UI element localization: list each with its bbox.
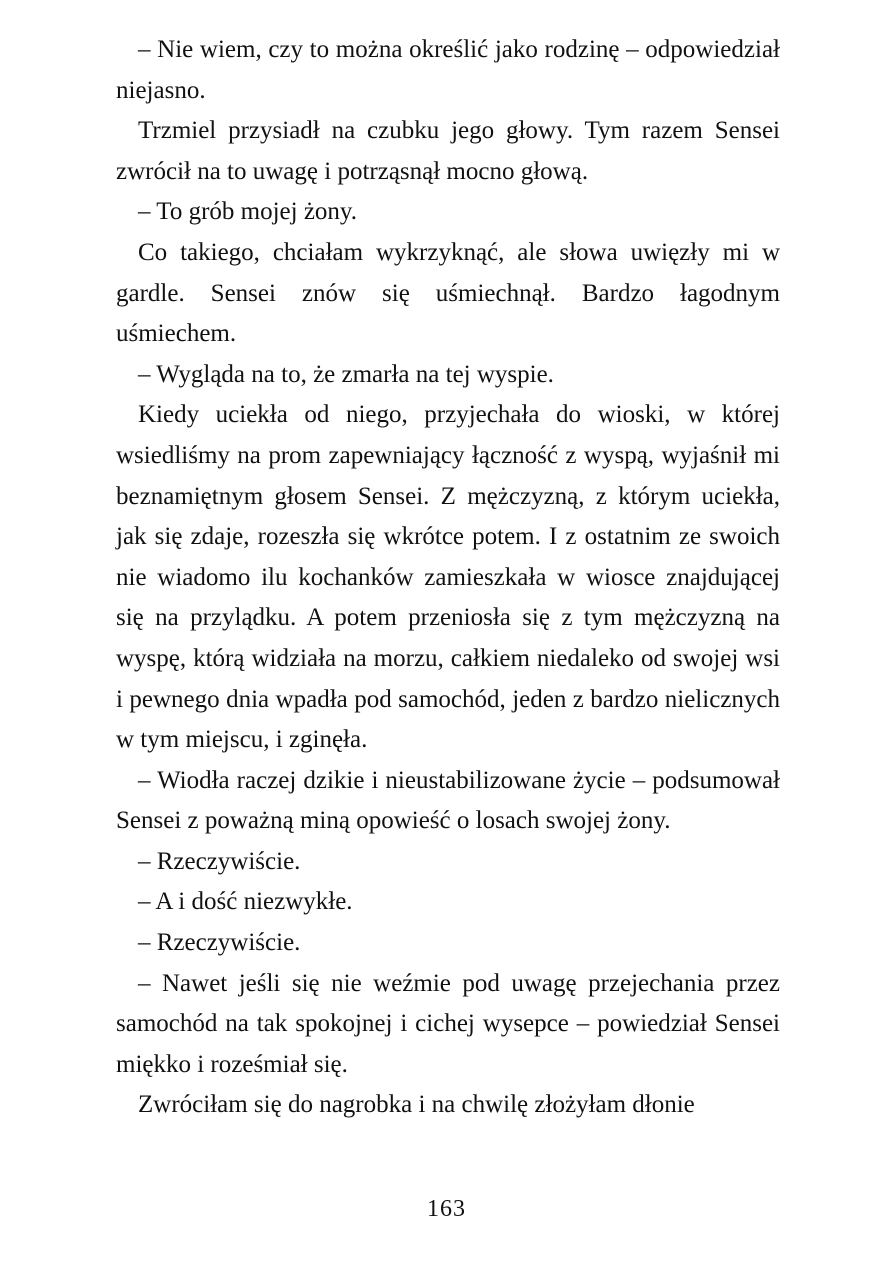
paragraph: – Wiodła raczej dzikie i nieustabilizowane życie – podsumował Sensei z poważną miną opowieść o losach swojej żony. bbox=[116, 766, 780, 835]
paragraph: – To grób mojej żony. bbox=[138, 198, 358, 226]
paragraph: – A i dość niezwykłe. bbox=[138, 888, 353, 916]
paragraph: – Rzeczywiście. bbox=[138, 929, 301, 957]
paragraph: – Rzeczywiście. bbox=[138, 847, 301, 875]
paragraph: – Nawet jeśli się nie weźmie pod uwagę przejechania przez samochód na tak spokojnej i cichej wysepce – powiedział Sensei miękko i roześmiał się. bbox=[116, 969, 780, 1078]
paragraph: – Nie wiem, czy to można określić jako rodzinę – odpowiedział niejasno. bbox=[116, 36, 780, 104]
paragraph: Zwróciłam się do nagrobka i na chwilę złożyłam dłonie bbox=[138, 1091, 695, 1119]
paragraph: Trzmiel przysiadł na czubku jego głowy. Tym razem Sensei zwrócił na to uwagę i potrząsnął mocno głową. bbox=[116, 117, 780, 185]
paragraph: – Wygląda na to, że zmarła na tej wyspie. bbox=[138, 360, 554, 388]
paragraph: Co takiego, chciałam wykrzyknąć, ale słowa uwięzły mi w gardle. Sensei znów się uśmiechnął. Bardzo łagodnym uśmiechem. bbox=[116, 238, 780, 348]
paragraph: Kiedy uciekła od niego, przyjechała do wioski, w której wsiedliśmy na prom zapewniający łączność z wyspą, wyjaśnił mi beznamiętnym głosem Sensei. Z mężczyzną, z którym uciekła, jak się zdaje, rozeszła się wkrótce potem. I z ostatnim ze swoich nie wiadomo ilu kochanków zamieszkała w wiosce znajdującej się na przylądku. A potem przeniosła się z tym mężczyzną na wyspę, którą widziała na morzu, całkiem niedaleko od swojej wsi i pewnego dnia wpadła pod samochód, jeden z bardzo nielicznych w tym miejscu, i zginęła. bbox=[116, 401, 780, 754]
page-number: 163 bbox=[427, 1196, 466, 1222]
page-body bbox=[116, 30, 780, 1126]
